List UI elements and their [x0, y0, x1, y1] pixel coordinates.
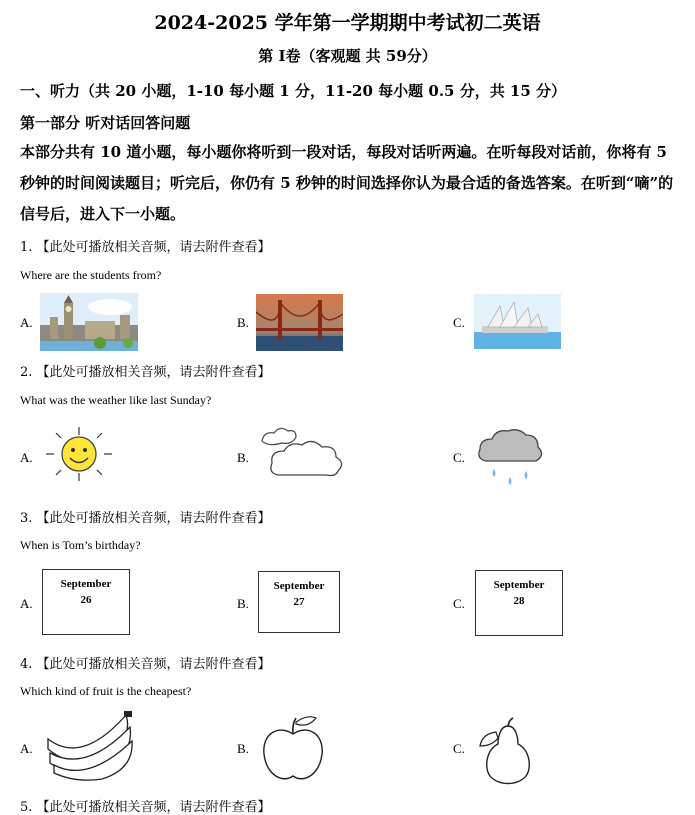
instructions: 本部分共有 10 道小题，每小题你将听到一段对话，每段对话听两遍。在听每段对话前，你将有 5 秒钟的时间阅读题目；听完后，你仍有 5 秒钟的时间选择你认为最合适的备选答案。在听到“嘀”的信号后，进入下一小题。 [20, 143, 674, 223]
calendar-card-26 [42, 569, 130, 635]
big-ben-london-icon [40, 293, 138, 351]
calendar-day: 28 [513, 595, 525, 607]
question-5-head: 5. 【此处可播放相关音频，请去附件查看】 [20, 800, 271, 815]
q3-option-a-label: A. [20, 596, 33, 611]
cloudy-icon [256, 425, 350, 483]
calendar-day: 26 [80, 594, 92, 606]
q4-option-c-label: C. [453, 741, 465, 756]
question-2-head: 2. 【此处可播放相关音频，请去附件查看】 [20, 365, 271, 380]
page-subtitle: 第 I卷（客观题 共 59分） [258, 47, 437, 65]
section-heading: 一、听力（共 20 小题，1-10 每小题 1 分，11-20 每小题 0.5 分，共 15 分） [20, 82, 567, 100]
calendar-card-27 [258, 571, 340, 633]
q4-option-b-label: B. [237, 741, 249, 756]
calendar-month: September [273, 580, 325, 592]
question-1-text: Where are the students from? [20, 268, 162, 282]
question-4-text: Which kind of fruit is the cheapest? [20, 684, 192, 698]
sydney-opera-house-icon [474, 294, 561, 349]
q1-option-b-label: B. [237, 315, 249, 330]
q3-option-c-label: C. [453, 596, 465, 611]
banana-icon [42, 709, 138, 781]
question-3-text: When is Tom’s birthday? [20, 538, 141, 552]
question-3-head: 3. 【此处可播放相关音频，请去附件查看】 [20, 511, 271, 526]
apple-icon [260, 712, 326, 784]
q2-option-c-label: C. [453, 450, 465, 465]
q3-option-b-label: B. [237, 596, 249, 611]
question-1-head: 1. 【此处可播放相关音频，请去附件查看】 [20, 240, 271, 255]
q4-option-a-label: A. [20, 741, 33, 756]
calendar-day: 27 [293, 596, 305, 608]
q2-option-a-label: A. [20, 450, 33, 465]
golden-gate-bridge-icon [256, 294, 343, 351]
rainy-icon [474, 425, 548, 491]
calendar-card-28 [475, 570, 563, 636]
q1-option-a-label: A. [20, 315, 33, 330]
q1-option-c-label: C. [453, 315, 465, 330]
calendar-month: September [493, 579, 545, 591]
part-heading: 第一部分 听对话回答问题 [20, 114, 191, 132]
pear-icon [476, 716, 540, 786]
calendar-month: September [60, 578, 112, 590]
sunny-icon [42, 425, 116, 483]
q2-option-b-label: B. [237, 450, 249, 465]
question-4-head: 4. 【此处可播放相关音频，请去附件查看】 [20, 657, 271, 672]
page-title: 2024-2025 学年第一学期期中考试初二英语 [154, 12, 541, 34]
question-2-text: What was the weather like last Sunday? [20, 393, 212, 407]
